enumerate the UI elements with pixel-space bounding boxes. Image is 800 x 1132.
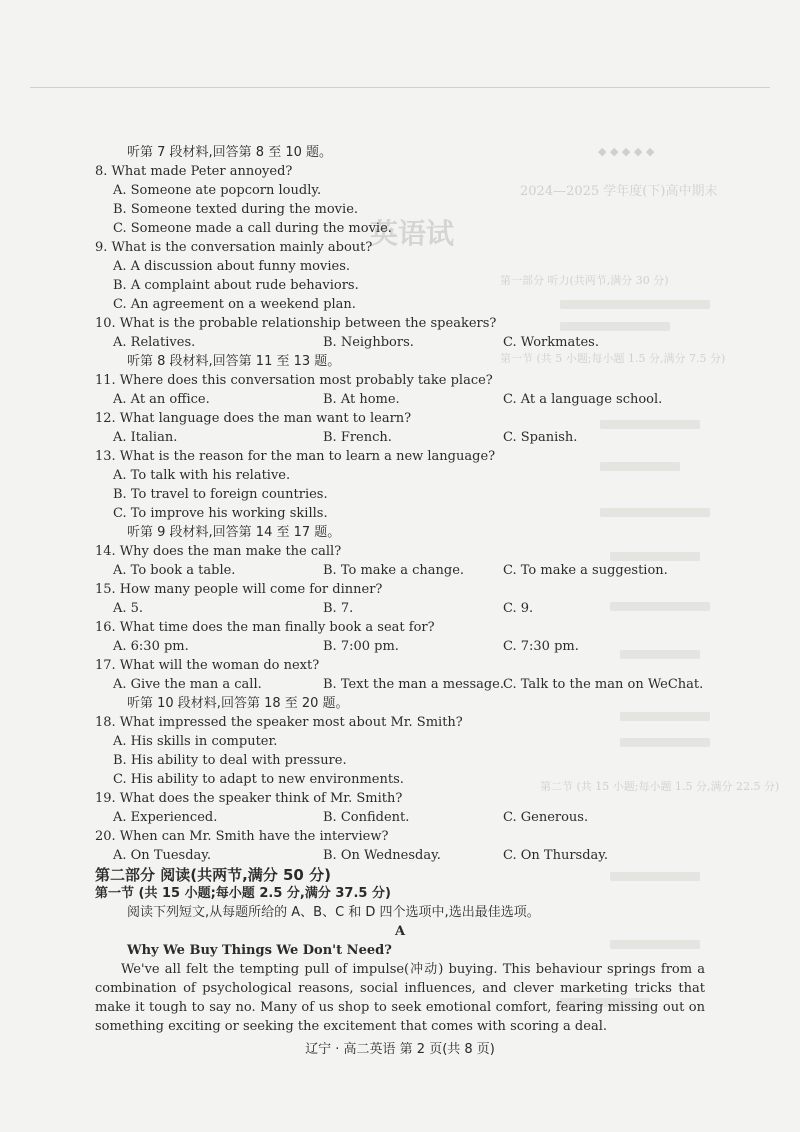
question-13-option-a: A. To talk with his relative. [113,468,291,483]
question-17-option-b: B. Text the man a message. [323,677,505,692]
question-9-option-b: B. A complaint about rude behaviors. [113,278,359,293]
question-8-stem: 8. What made Peter annoyed? [95,164,293,179]
question-13-option-c: C. To improve his working skills. [113,506,328,521]
question-11-option-c: C. At a language school. [503,392,663,407]
question-17-stem: 17. What will the woman do next? [95,658,320,673]
question-16-option-c: C. 7:30 pm. [503,639,579,654]
passage-paragraph: We've all felt the tempting pull of impulse(冲动) buying. This behaviour springs from a combination of psychological reasons, social influences, and clever marketing tricks that make it tough to say no. Many of us shop to seek emotional comfort, fearing missing out on something exciting or seeking the excitement that comes with scoring a deal. [95,962,705,1034]
question-20-option-c: C. On Thursday. [503,848,609,863]
bleed-header: ◆ ◆ ◆ ◆ ◆ [598,145,655,158]
question-14-stem: 14. Why does the man make the call? [95,544,342,559]
bleed-line-3: 第一节 (共 5 小题;每小题 1.5 分,满分 7.5 分) [500,352,726,365]
question-15-stem: 15. How many people will come for dinner? [95,582,383,597]
question-14-option-a: A. To book a table. [113,563,236,578]
question-18-stem: 18. What impressed the speaker most about Mr. Smith? [95,715,463,730]
question-19-option-c: C. Generous. [503,810,589,825]
bleed-line-2: 第一部分 听力(共两节,满分 30 分) [500,274,669,287]
question-11-stem: 11. Where does this conversation most probably take place? [95,373,493,388]
question-13-option-b: B. To travel to foreign countries. [113,487,328,502]
question-20-option-a: A. On Tuesday. [113,848,212,863]
bleed-title: 英语试 [370,217,455,250]
question-8-option-c: C. Someone made a call during the movie. [113,221,392,236]
question-17-option-c: C. Talk to the man on WeChat. [503,677,704,692]
question-13-stem: 13. What is the reason for the man to learn a new language? [95,449,496,464]
question-15-option-c: C. 9. [503,601,534,616]
question-10-option-a: A. Relatives. [113,335,196,350]
question-19-option-a: A. Experienced. [113,810,218,825]
question-10-option-b: B. Neighbors. [323,335,414,350]
question-18-option-c: C. His ability to adapt to new environments. [113,772,404,787]
page-footer: 辽宁 · 高二英语 第 2 页(共 8 页) [305,1042,495,1057]
question-9-option-c: C. An agreement on a weekend plan. [113,297,356,312]
question-8-option-a: A. Someone ate popcorn loudly. [113,183,322,198]
question-11-option-a: A. At an office. [113,392,210,407]
question-12-stem: 12. What language does the man want to learn? [95,411,412,426]
question-10-option-c: C. Workmates. [503,335,599,350]
question-10-stem: 10. What is the probable relationship between the speakers? [95,316,497,331]
question-9-option-a: A. A discussion about funny movies. [113,259,350,274]
section-7-intro: 听第 7 段材料,回答第 8 至 10 题。 [127,145,333,160]
question-16-stem: 16. What time does the man finally book a seat for? [95,620,435,635]
question-19-option-b: B. Confident. [323,810,410,825]
question-15-option-a: A. 5. [113,601,144,616]
section-9-intro: 听第 9 段材料,回答第 14 至 17 题。 [127,525,341,540]
question-11-option-b: B. At home. [323,392,400,407]
question-12-option-c: C. Spanish. [503,430,578,445]
question-16-option-a: A. 6:30 pm. [113,639,189,654]
question-18-option-a: A. His skills in computer. [113,734,278,749]
passage-title: Why We Buy Things We Don't Need? [127,943,392,958]
part-2-heading: 第二部分 阅读(共两节,满分 50 分) [95,866,331,884]
question-20-option-b: B. On Wednesday. [323,848,441,863]
question-17-option-a: A. Give the man a call. [113,677,262,692]
question-16-option-b: B. 7:00 pm. [323,639,399,654]
question-8-option-b: B. Someone texted during the movie. [113,202,359,217]
question-12-option-a: A. Italian. [113,430,178,445]
question-18-option-b: B. His ability to deal with pressure. [113,753,347,768]
bleed-line-4: 第二节 (共 15 小题;每小题 1.5 分,满分 22.5 分) [540,780,780,793]
question-14-option-b: B. To make a change. [323,563,465,578]
bleed-line-1: 2024—2025 学年度(下)高中期末 [520,184,718,199]
reading-instruction: 阅读下列短文,从每题所给的 A、B、C 和 D 四个选项中,选出最佳选项。 [127,905,540,920]
question-15-option-b: B. 7. [323,601,354,616]
question-20-stem: 20. When can Mr. Smith have the interview? [95,829,389,844]
question-9-stem: 9. What is the conversation mainly about? [95,240,373,255]
section-10-intro: 听第 10 段材料,回答第 18 至 20 题。 [127,696,349,711]
question-14-option-c: C. To make a suggestion. [503,563,668,578]
section-8-intro: 听第 8 段材料,回答第 11 至 13 题。 [127,354,341,369]
question-19-stem: 19. What does the speaker think of Mr. Smith? [95,791,403,806]
question-12-option-b: B. French. [323,430,392,445]
part-2-section-1-heading: 第一节 (共 15 小题;每小题 2.5 分,满分 37.5 分) [95,886,391,901]
passage-letter: A [394,924,406,939]
